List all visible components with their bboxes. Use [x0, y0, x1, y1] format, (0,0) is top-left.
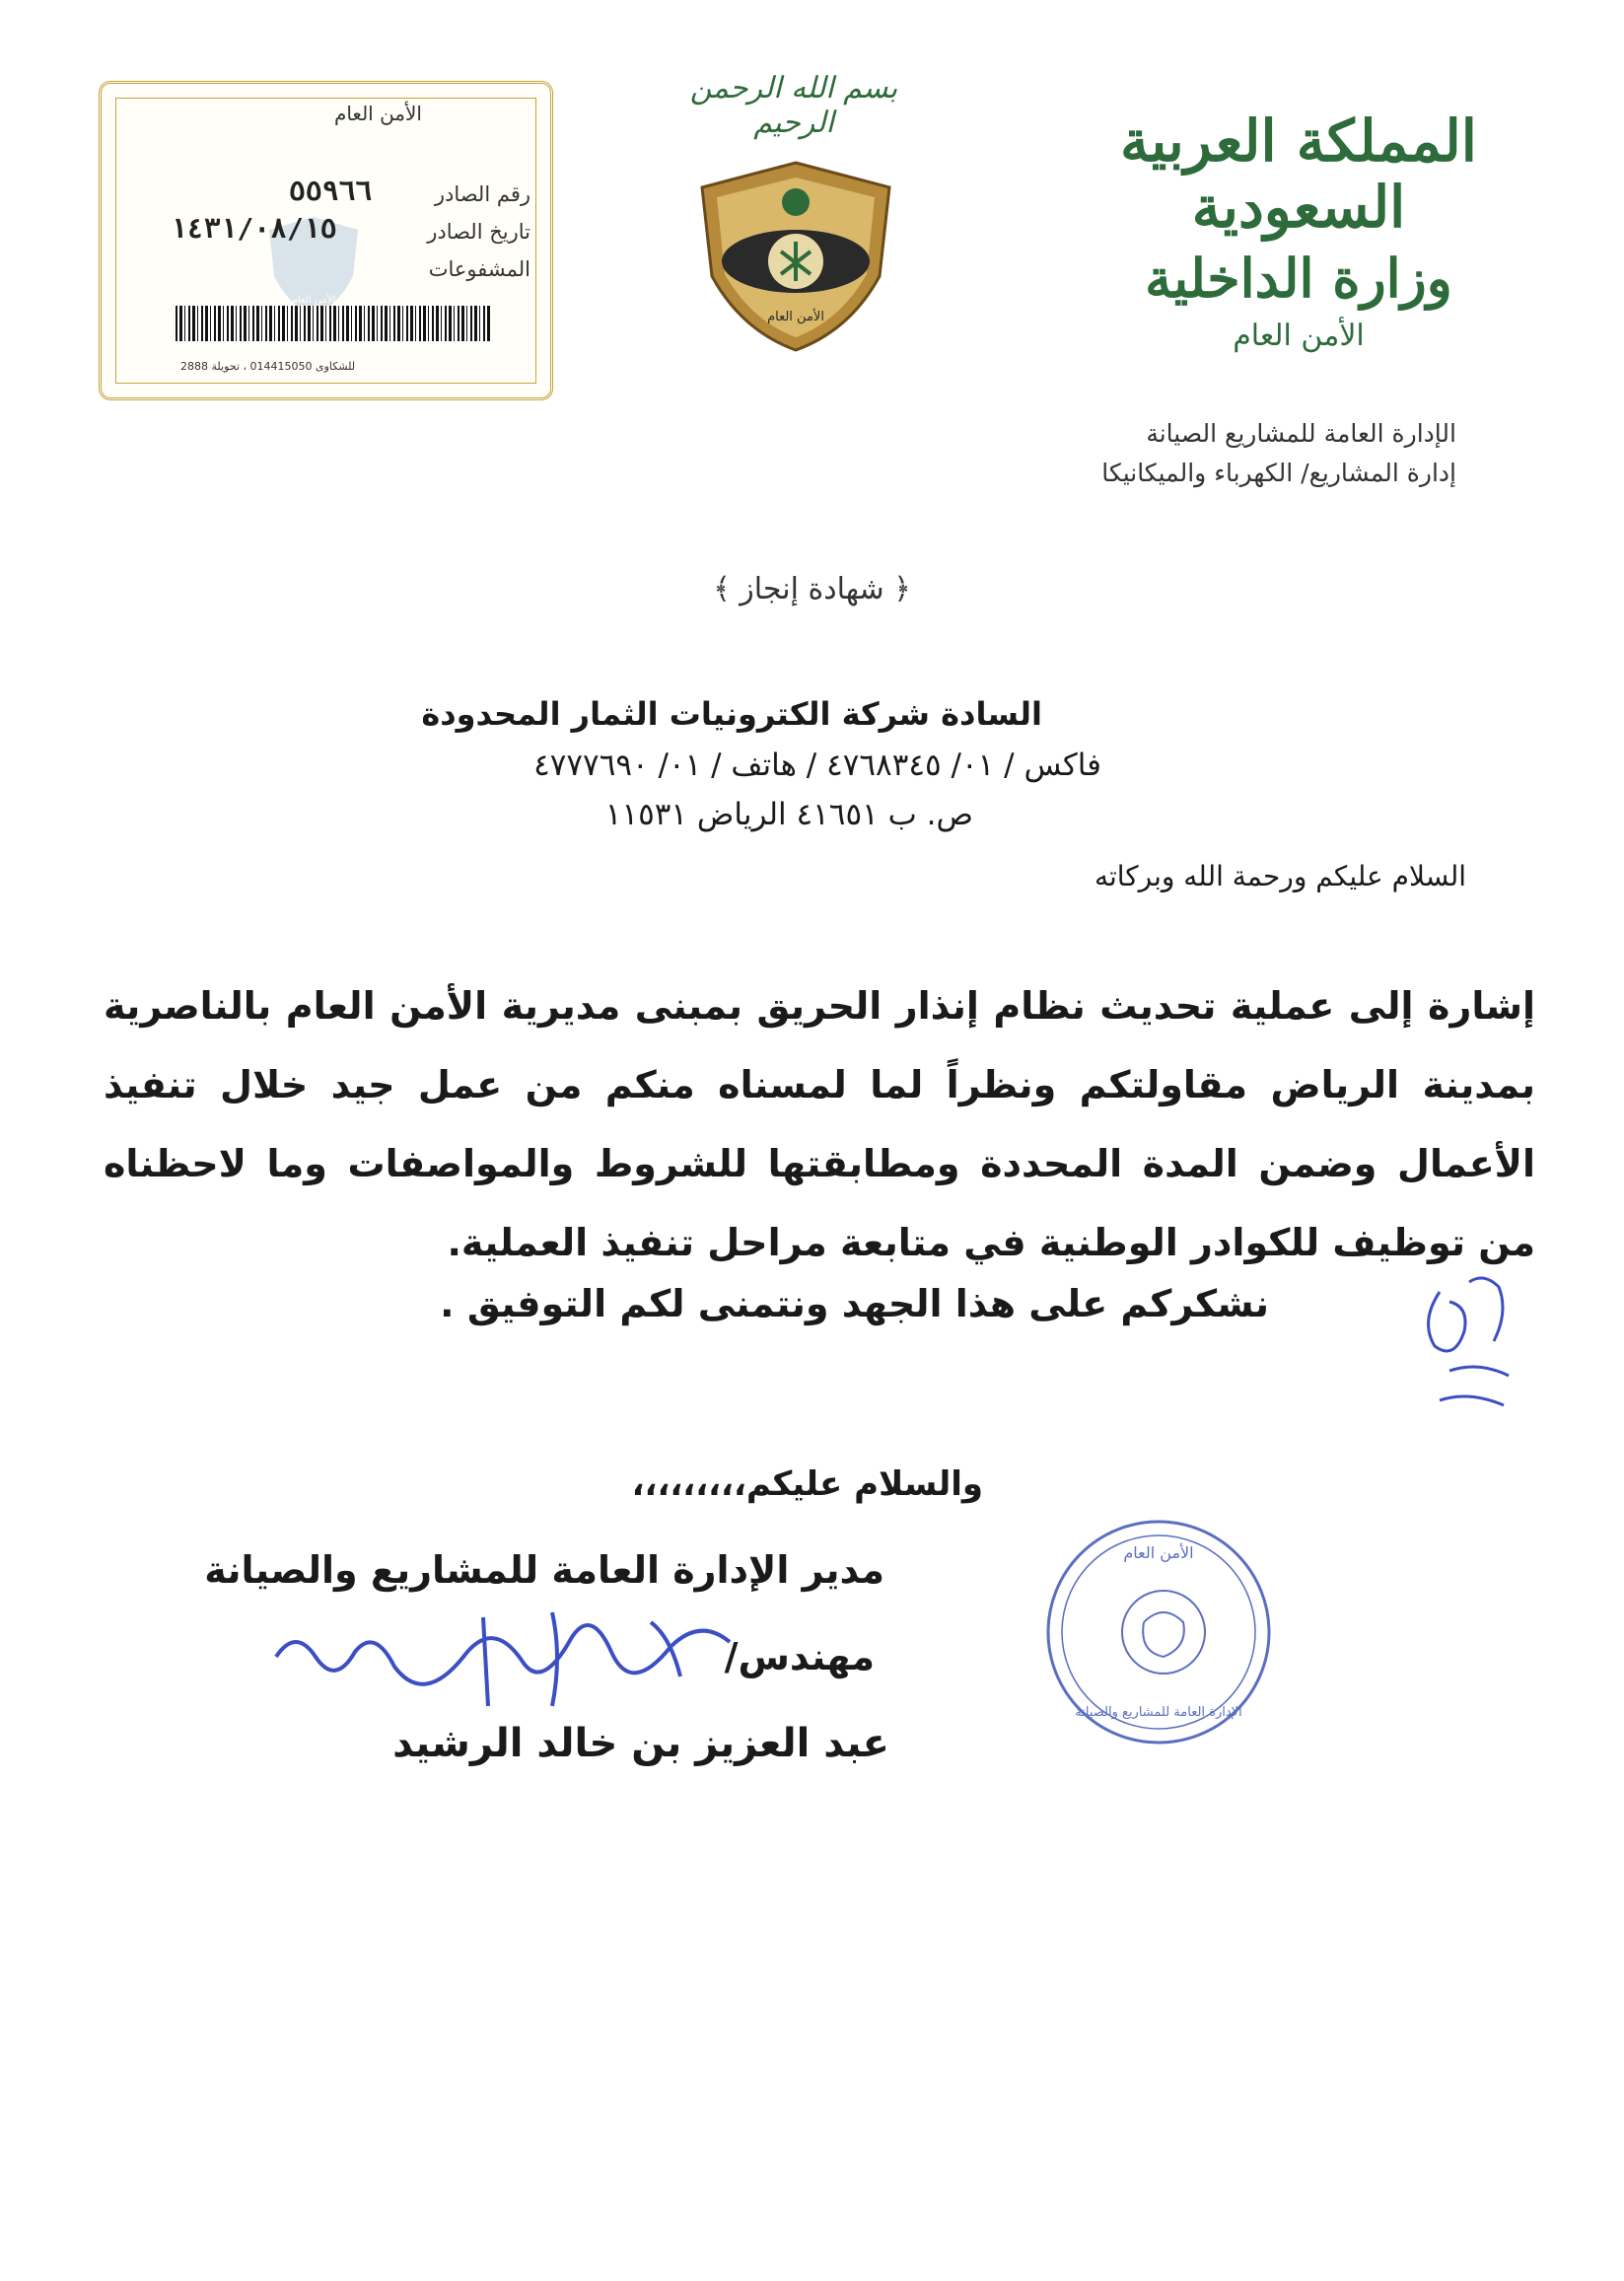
security-emblem-icon	[682, 158, 909, 355]
ref-number-value: ٥٥٩٦٦	[289, 175, 373, 207]
closing-salutation: والسلام عليكم،،،،،،،،،	[631, 1464, 983, 1504]
sender-line-1: الإدارة العامة للمشاريع الصيانة	[1146, 419, 1456, 448]
svg-text:الأمن العام: الأمن العام	[291, 295, 336, 306]
stamp-box-title: الأمن العام	[333, 102, 422, 125]
document-title: ﴿ شهادة إنجاز ﴾	[713, 572, 911, 606]
signatory-name: عبد العزيز بن خالد الرشيد	[392, 1721, 889, 1766]
stamp-box-footer: للشكاوى 014415050 ، تحويلة 2888	[180, 360, 356, 373]
barcode	[176, 306, 491, 341]
kingdom-name: المملكة العربية السعودية	[1120, 107, 1477, 241]
ref-date-value: ١٤٣١/٠٨/١٥	[171, 212, 337, 245]
thanks-line: نشكركم على هذا الجهد ونتمنى لكم التوفيق .	[440, 1282, 1269, 1325]
signatory-prefix: مهندس/	[724, 1635, 875, 1678]
round-stamp-bottom: الإدارة العامة للمشاريع والصيانة	[1075, 1705, 1242, 1720]
ministry-name: وزارة الداخلية	[1145, 247, 1452, 311]
official-round-stamp-icon	[1040, 1514, 1277, 1750]
attachments-label: المشفوعات	[428, 257, 530, 281]
greeting: السلام عليكم ورحمة الله وبركاته	[1094, 860, 1466, 892]
reference-stamp-box	[99, 81, 553, 400]
agency-name: الأمن العام	[1233, 319, 1365, 354]
sender-line-2: إدارة المشاريع/ الكهرباء والميكانيكا	[1101, 459, 1456, 487]
letterhead-right	[1092, 108, 1506, 353]
addressee-po-box: ص. ب ٤١٦٥١ الرياض ١١٥٣١	[604, 797, 973, 832]
certificate-body: إشارة إلى عملية تحديث نظام إنذار الحريق بمبنى مديرية الأمن العام بالناصرية بمدينة الرياض مقاولتكم ونظراً لما لمسناه منكم من عمل جيد خلال تنفيذ الأعمال وضمن المدة المحددة ومطابقتها للشروط والمواصفات وما لاحظناه من توظيف للكوادر الوطنية في متابعة مراحل تنفيذ العملية.	[104, 984, 1535, 1264]
signatory-title: مدير الإدارة العامة للمشاريع والصيانة	[204, 1548, 884, 1592]
emblem-label: الأمن العام	[767, 310, 824, 324]
handwritten-signature-icon	[256, 1598, 769, 1726]
ref-date-label: تاريخ الصادر	[427, 220, 530, 244]
addressee-contact: فاكس / ٠١/ ٤٧٦٨٣٤٥ / هاتف / ٠١/ ٤٧٧٧٦٩٠	[533, 748, 1101, 783]
ref-number-label: رقم الصادر	[434, 182, 530, 206]
addressee-name: السادة شركة الكترونيات الثمار المحدودة	[421, 695, 1042, 733]
round-stamp-top: الأمن العام	[1123, 1543, 1194, 1562]
initials-mark-icon	[1410, 1252, 1538, 1420]
basmala: بسم الله الرحمن الرحيم	[689, 71, 898, 140]
